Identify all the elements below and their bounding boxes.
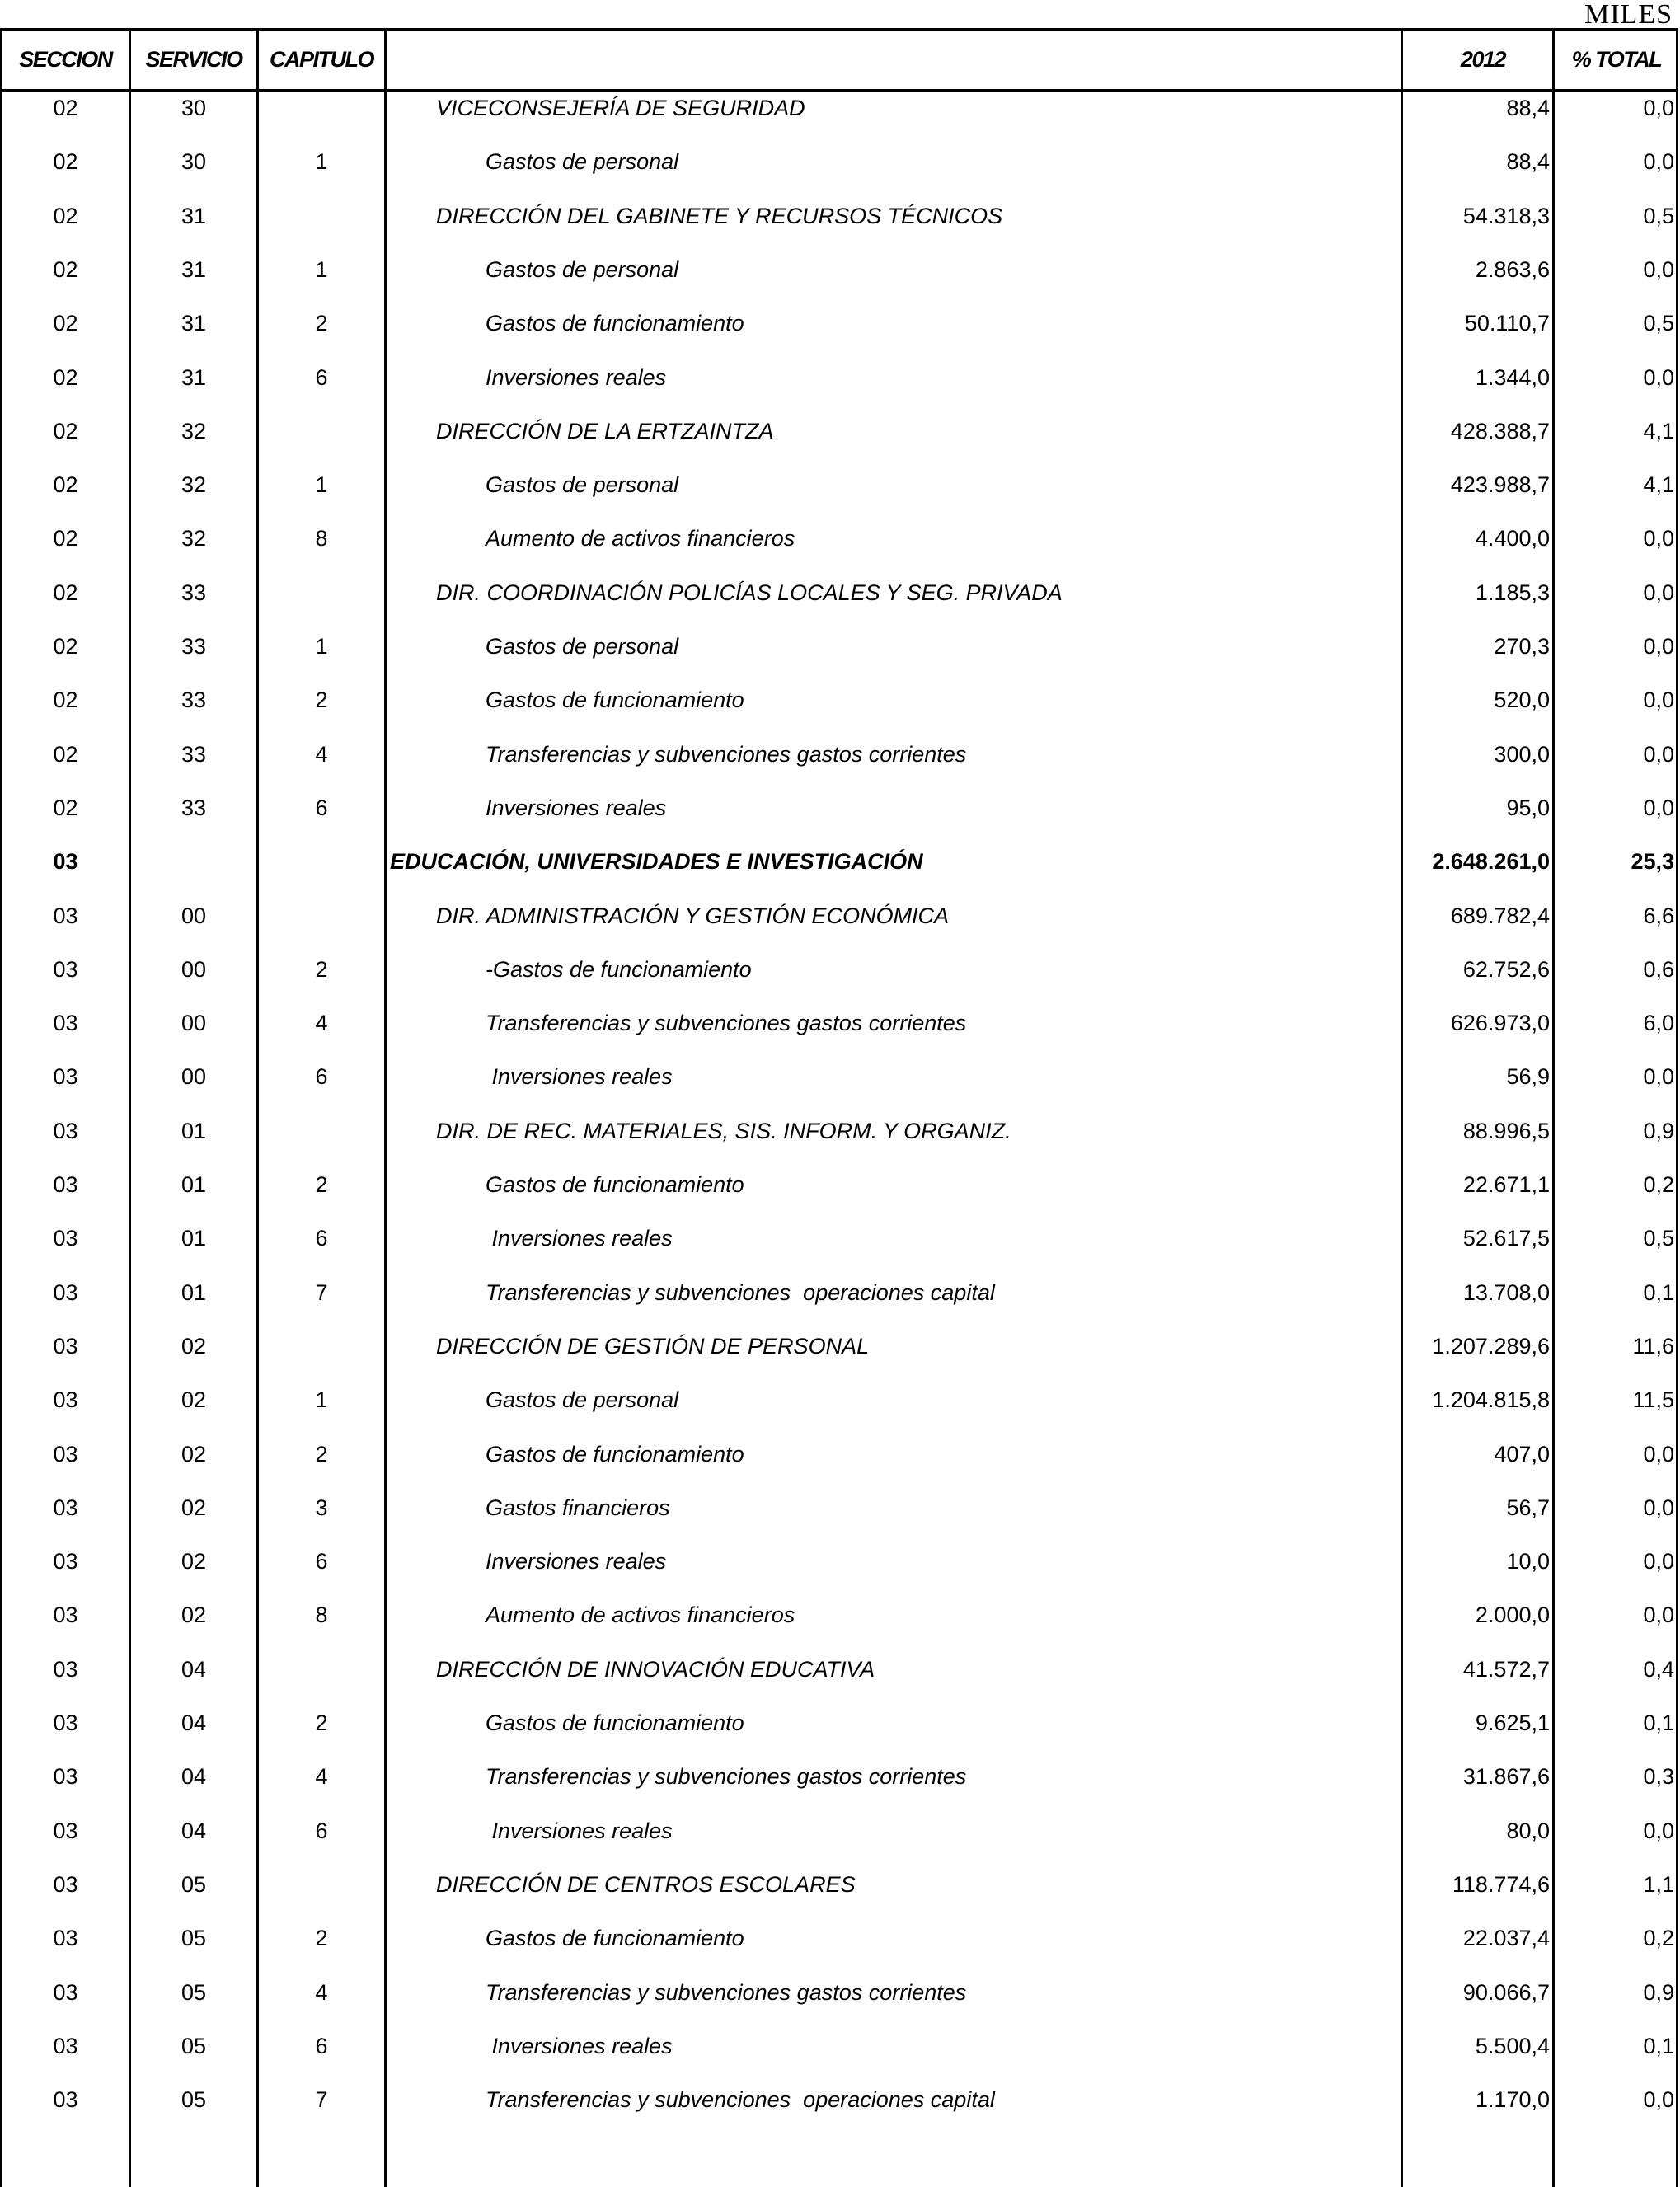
description-cell: Gastos de personal (486, 1387, 679, 1413)
table-row (2, 522, 1676, 575)
capitulo-cell: 6 (315, 795, 328, 820)
seccion-cell: 03 (53, 2087, 78, 2113)
seccion-cell: 02 (53, 741, 78, 767)
amount-2012-cell: 4.400,0 (1475, 526, 1550, 551)
seccion-cell: 03 (53, 1926, 78, 1951)
table-row (2, 1598, 1676, 1652)
servicio-cell: 05 (181, 1926, 207, 1951)
amount-2012-cell: 56,7 (1506, 1495, 1550, 1520)
pct-total-cell: 0,0 (1643, 256, 1674, 282)
amount-2012-cell: 2.863,6 (1475, 256, 1550, 282)
servicio-cell: 33 (181, 580, 207, 605)
header-description (387, 31, 1401, 89)
table-row (2, 1706, 1676, 1760)
description-cell: Transferencias y subvenciones gastos corrientes (486, 1011, 967, 1036)
seccion-cell: 03 (53, 956, 78, 982)
description-cell: Gastos de personal (486, 149, 679, 175)
servicio-cell: 33 (181, 741, 207, 767)
seccion-cell: 03 (53, 1656, 78, 1682)
table-row (2, 1115, 1676, 1168)
pct-total-cell: 0,4 (1643, 1656, 1674, 1682)
table-row (2, 415, 1676, 468)
description-cell: Gastos de funcionamiento (486, 311, 744, 336)
amount-2012-cell: 520,0 (1494, 688, 1550, 713)
capitulo-cell: 8 (315, 526, 328, 551)
seccion-cell: 03 (53, 849, 78, 875)
table-row (2, 899, 1676, 953)
capitulo-cell: 4 (315, 741, 328, 767)
pct-total-cell: 4,1 (1643, 472, 1674, 498)
table-row (2, 1168, 1676, 1222)
description-cell: DIR. COORDINACIÓN POLICÍAS LOCALES Y SEG. PRIVADA (436, 580, 1063, 605)
servicio-cell: 33 (181, 634, 207, 659)
servicio-cell: 02 (181, 1441, 207, 1467)
amount-2012-cell: 300,0 (1494, 741, 1550, 767)
description-cell: -Gastos de funcionamiento (486, 956, 752, 982)
pct-total-cell: 0,0 (1643, 580, 1674, 605)
servicio-cell: 05 (181, 1979, 207, 2005)
description-cell: Inversiones reales (486, 795, 667, 820)
table-row (2, 1060, 1676, 1114)
capitulo-cell: 6 (315, 1064, 328, 1090)
seccion-cell: 02 (53, 526, 78, 551)
pct-total-cell: 0,0 (1643, 1818, 1674, 1843)
amount-2012-cell: 689.782,4 (1450, 903, 1550, 928)
amount-2012-cell: 118.774,6 (1452, 1871, 1550, 1897)
amount-2012-cell: 80,0 (1506, 1818, 1550, 1843)
table-row (2, 1868, 1676, 1922)
description-cell: Gastos de funcionamiento (486, 688, 744, 713)
seccion-cell: 03 (53, 1441, 78, 1467)
table-row (2, 1383, 1676, 1437)
seccion-cell: 03 (53, 903, 78, 928)
pct-total-cell: 0,1 (1643, 2033, 1674, 2058)
capitulo-cell: 4 (315, 1764, 328, 1790)
seccion-cell: 02 (53, 688, 78, 713)
description-cell: Aumento de activos financieros (486, 1603, 795, 1628)
amount-2012-cell: 88,4 (1506, 96, 1550, 120)
description-cell: Gastos de funcionamiento (486, 1711, 744, 1735)
capitulo-cell: 4 (315, 1979, 328, 2005)
servicio-cell: 00 (181, 1064, 207, 1090)
description-cell: VICECONSEJERÍA DE SEGURIDAD (436, 96, 805, 120)
pct-total-cell: 0,0 (1643, 2087, 1674, 2113)
table-row (2, 683, 1676, 737)
amount-2012-cell: 62.752,6 (1462, 956, 1550, 982)
capitulo-cell: 2 (315, 1711, 328, 1735)
capitulo-cell (259, 576, 384, 609)
table-row (2, 1653, 1676, 1706)
capitulo-cell: 1 (315, 1387, 328, 1413)
servicio-cell: 02 (181, 1603, 207, 1628)
seccion-cell: 03 (53, 1603, 78, 1628)
description-cell: DIR. ADMINISTRACIÓN Y GESTIÓN ECONÓMICA (436, 903, 950, 928)
amount-2012-cell: 1.170,0 (1475, 2087, 1550, 2113)
description-cell: Inversiones reales (486, 1549, 667, 1575)
pct-total-cell: 0,0 (1643, 526, 1674, 551)
pct-total-cell: 0,9 (1643, 1979, 1674, 2005)
description-cell: Gastos de funcionamiento (486, 1926, 744, 1951)
servicio-cell: 01 (181, 1172, 207, 1197)
pct-total-cell: 1,1 (1643, 1871, 1674, 1897)
table-row (2, 2083, 1676, 2137)
servicio-cell: 32 (181, 418, 207, 444)
table-row (2, 1222, 1676, 1275)
description-cell: DIRECCIÓN DE CENTROS ESCOLARES (436, 1871, 856, 1897)
amount-2012-cell: 50.110,7 (1464, 311, 1550, 336)
amount-2012-cell: 9.625,1 (1475, 1711, 1550, 1735)
description-cell: Transferencias y subvenciones gastos corrientes (486, 1764, 967, 1790)
seccion-cell: 03 (53, 2033, 78, 2058)
amount-2012-cell: 31.867,6 (1462, 1764, 1550, 1790)
amount-2012-cell: 423.988,7 (1450, 472, 1550, 498)
table-row (2, 1276, 1676, 1330)
amount-2012-cell: 41.572,7 (1462, 1656, 1550, 1682)
servicio-cell: 05 (181, 2033, 207, 2058)
servicio-cell: 04 (181, 1711, 207, 1735)
capitulo-cell: 7 (315, 1279, 328, 1305)
capitulo-cell: 7 (315, 2087, 328, 2113)
amount-2012-cell: 626.973,0 (1450, 1011, 1550, 1036)
seccion-cell: 02 (53, 149, 78, 175)
capitulo-cell: 6 (315, 1818, 328, 1843)
capitulo-cell (259, 1115, 384, 1147)
pct-total-cell: 0,0 (1643, 96, 1674, 120)
amount-2012-cell: 1.207.289,6 (1432, 1333, 1550, 1359)
seccion-cell: 03 (53, 1226, 78, 1251)
amount-2012-cell: 22.037,4 (1462, 1926, 1550, 1951)
header-year: 2012 (1460, 47, 1505, 72)
seccion-cell: 03 (53, 1064, 78, 1090)
amount-2012-cell: 270,3 (1494, 634, 1550, 659)
description-cell: DIRECCIÓN DEL GABINETE Y RECURSOS TÉCNICOS (436, 203, 1003, 228)
capitulo-cell: 1 (315, 149, 328, 175)
pct-total-cell: 0,0 (1643, 634, 1674, 659)
table-row (2, 1760, 1676, 1814)
servicio-cell: 01 (181, 1226, 207, 1251)
seccion-cell: 03 (53, 1279, 78, 1305)
capitulo-cell: 2 (315, 311, 328, 336)
pct-total-cell: 0,0 (1643, 1603, 1674, 1628)
pct-total-cell: 0,0 (1643, 364, 1674, 390)
capitulo-cell: 1 (315, 472, 328, 498)
seccion-cell: 02 (53, 311, 78, 336)
capitulo-cell: 2 (315, 956, 328, 982)
pct-total-cell: 0,5 (1643, 311, 1674, 336)
description-cell: DIRECCIÓN DE GESTIÓN DE PERSONAL (436, 1333, 870, 1359)
capitulo-cell (259, 1653, 384, 1686)
capitulo-cell: 4 (315, 1011, 328, 1036)
seccion-cell: 03 (53, 1764, 78, 1790)
pct-total-cell: 25,3 (1631, 849, 1674, 875)
servicio-cell: 05 (181, 2087, 207, 2113)
amount-2012-cell: 1.344,0 (1475, 364, 1550, 390)
capitulo-cell: 6 (315, 1549, 328, 1575)
pct-total-cell: 0,0 (1643, 1549, 1674, 1575)
table-row (2, 1814, 1676, 1868)
amount-2012-cell: 13.708,0 (1462, 1279, 1550, 1305)
capitulo-cell (259, 899, 384, 932)
seccion-cell: 03 (53, 1711, 78, 1735)
description-cell: Gastos de personal (486, 634, 679, 659)
capitulo-cell: 2 (315, 1172, 328, 1197)
table-row (2, 468, 1676, 522)
servicio-cell: 00 (181, 903, 207, 928)
servicio-cell: 32 (181, 472, 207, 498)
pct-total-cell: 6,0 (1643, 1011, 1674, 1036)
pct-total-cell: 0,5 (1643, 203, 1674, 228)
servicio-cell: 33 (181, 688, 207, 713)
amount-2012-cell: 22.671,1 (1462, 1172, 1550, 1197)
pct-total-cell: 11,5 (1632, 1387, 1674, 1413)
capitulo-cell (259, 1868, 384, 1901)
amount-2012-cell: 54.318,3 (1462, 203, 1550, 228)
servicio-cell: 01 (181, 1118, 207, 1143)
description-cell: DIRECCIÓN DE LA ERTZAINTZA (436, 418, 774, 444)
description-cell: Aumento de activos financieros (486, 526, 795, 551)
servicio-cell: 32 (181, 526, 207, 551)
seccion-cell: 03 (53, 1011, 78, 1036)
table-row (2, 1922, 1676, 1975)
seccion-cell: 03 (53, 1333, 78, 1359)
description-cell: DIRECCIÓN DE INNOVACIÓN EDUCATIVA (436, 1656, 875, 1682)
pct-total-cell: 0,2 (1643, 1172, 1674, 1197)
description-cell: Inversiones reales (486, 1818, 673, 1843)
servicio-cell: 02 (181, 1387, 207, 1413)
capitulo-cell (259, 845, 384, 878)
table-row (2, 2030, 1676, 2083)
capitulo-cell: 6 (315, 2033, 328, 2058)
amount-2012-cell: 10,0 (1506, 1549, 1550, 1575)
table-row (2, 92, 1676, 145)
description-cell: Inversiones reales (486, 1064, 673, 1090)
seccion-cell: 02 (53, 256, 78, 282)
seccion-cell: 02 (53, 364, 78, 390)
description-cell: DIR. DE REC. MATERIALES, SIS. INFORM. Y ORGANIZ. (436, 1118, 1011, 1143)
table-row (2, 307, 1676, 360)
servicio-cell: 01 (181, 1279, 207, 1305)
capitulo-cell: 3 (315, 1495, 328, 1520)
seccion-cell: 03 (53, 1172, 78, 1197)
description-cell: Inversiones reales (486, 1226, 673, 1251)
seccion-cell: 02 (53, 418, 78, 444)
seccion-cell: 02 (53, 634, 78, 659)
description-cell: Gastos de personal (486, 256, 679, 282)
servicio-cell: 30 (181, 149, 207, 175)
header-capitulo: CAPITULO (270, 47, 373, 72)
amount-2012-cell: 56,9 (1506, 1064, 1550, 1090)
description-cell: Gastos de funcionamiento (486, 1172, 744, 1197)
table-row (2, 361, 1676, 415)
pct-total-cell: 0,0 (1643, 149, 1674, 175)
header-seccion: SECCION (19, 47, 112, 72)
amount-2012-cell: 52.617,5 (1462, 1226, 1550, 1251)
seccion-cell: 02 (53, 203, 78, 228)
seccion-cell: 03 (53, 1387, 78, 1413)
servicio-cell (131, 845, 256, 878)
capitulo-cell: 2 (315, 688, 328, 713)
description-cell: Transferencias y subvenciones operaciones capital (486, 2087, 995, 2113)
description-cell: Inversiones reales (486, 364, 667, 390)
servicio-cell: 00 (181, 956, 207, 982)
description-cell: EDUCACIÓN, UNIVERSIDADES E INVESTIGACIÓN (390, 849, 923, 875)
table-row (2, 199, 1676, 253)
amount-2012-cell: 2.000,0 (1475, 1603, 1550, 1628)
table-row (2, 630, 1676, 683)
amount-2012-cell: 88,4 (1506, 149, 1550, 175)
header-pct-total: % TOTAL (1571, 47, 1662, 72)
capitulo-cell (259, 199, 384, 232)
table-row (2, 738, 1676, 791)
servicio-cell: 04 (181, 1656, 207, 1682)
seccion-cell: 02 (53, 580, 78, 605)
seccion-cell: 03 (53, 1818, 78, 1843)
table-row (2, 953, 1676, 1007)
pct-total-cell: 0,0 (1643, 1064, 1674, 1090)
amount-2012-cell: 88.996,5 (1462, 1118, 1550, 1143)
table-row (2, 791, 1676, 845)
description-cell: Inversiones reales (486, 2033, 673, 2058)
table-row (2, 1545, 1676, 1598)
amount-2012-cell: 428.388,7 (1450, 418, 1550, 444)
amount-2012-cell: 5.500,4 (1475, 2033, 1550, 2058)
servicio-cell: 02 (181, 1333, 207, 1359)
table-row (2, 1330, 1676, 1383)
capitulo-cell: 1 (315, 634, 328, 659)
capitulo-cell: 2 (315, 1926, 328, 1951)
units-label: MILES (1584, 0, 1673, 30)
amount-2012-cell: 2.648.261,0 (1432, 849, 1550, 875)
servicio-cell: 04 (181, 1764, 207, 1790)
pct-total-cell: 0,0 (1643, 1441, 1674, 1467)
description-cell: Transferencias y subvenciones operaciones capital (486, 1279, 995, 1305)
amount-2012-cell: 407,0 (1494, 1441, 1550, 1467)
servicio-cell: 33 (181, 795, 207, 820)
capitulo-cell (259, 1330, 384, 1363)
budget-table (0, 28, 1678, 2187)
table-row (2, 1491, 1676, 1545)
pct-total-cell: 4,1 (1643, 418, 1674, 444)
pct-total-cell: 0,5 (1643, 1226, 1674, 1251)
servicio-cell: 02 (181, 1495, 207, 1520)
description-cell: Gastos financieros (486, 1495, 670, 1520)
amount-2012-cell: 95,0 (1506, 795, 1550, 820)
description-cell: Transferencias y subvenciones gastos corrientes (486, 1979, 967, 2005)
seccion-cell: 02 (53, 96, 78, 120)
servicio-cell: 30 (181, 96, 207, 120)
capitulo-cell: 6 (315, 364, 328, 390)
servicio-cell: 31 (181, 311, 207, 336)
pct-total-cell: 0,1 (1643, 1711, 1674, 1735)
capitulo-cell (259, 92, 384, 124)
pct-total-cell: 0,9 (1643, 1118, 1674, 1143)
servicio-cell: 05 (181, 1871, 207, 1897)
pct-total-cell: 0,0 (1643, 688, 1674, 713)
pct-total-cell: 0,0 (1643, 795, 1674, 820)
pct-total-cell: 11,6 (1632, 1333, 1674, 1359)
amount-2012-cell: 1.204.815,8 (1432, 1387, 1550, 1413)
table-row (2, 845, 1676, 899)
table-row (2, 253, 1676, 307)
table-row (2, 1976, 1676, 2030)
capitulo-cell: 6 (315, 1226, 328, 1251)
seccion-cell: 02 (53, 472, 78, 498)
seccion-cell: 03 (53, 1549, 78, 1575)
capitulo-cell: 8 (315, 1603, 328, 1628)
servicio-cell: 02 (181, 1549, 207, 1575)
description-cell: Transferencias y subvenciones gastos corrientes (486, 741, 967, 767)
amount-2012-cell: 90.066,7 (1462, 1979, 1550, 2005)
seccion-cell: 03 (53, 1979, 78, 2005)
capitulo-cell (259, 415, 384, 448)
description-cell: Gastos de personal (486, 472, 679, 498)
servicio-cell: 04 (181, 1818, 207, 1843)
pct-total-cell: 0,0 (1643, 1495, 1674, 1520)
pct-total-cell: 0,6 (1643, 956, 1674, 982)
description-cell: Gastos de funcionamiento (486, 1441, 744, 1467)
servicio-cell: 31 (181, 203, 207, 228)
seccion-cell: 02 (53, 795, 78, 820)
table-row (2, 1438, 1676, 1491)
table-row (2, 145, 1676, 199)
seccion-cell: 03 (53, 1495, 78, 1520)
capitulo-cell: 1 (315, 256, 328, 282)
seccion-cell: 03 (53, 1871, 78, 1897)
pct-total-cell: 6,6 (1643, 903, 1674, 928)
table-header (2, 31, 1676, 92)
servicio-cell: 00 (181, 1011, 207, 1036)
servicio-cell: 31 (181, 364, 207, 390)
capitulo-cell: 2 (315, 1441, 328, 1467)
table-row (2, 1007, 1676, 1060)
pct-total-cell: 0,3 (1643, 1764, 1674, 1790)
amount-2012-cell: 1.185,3 (1475, 580, 1550, 605)
pct-total-cell: 0,0 (1643, 741, 1674, 767)
seccion-cell: 03 (53, 1118, 78, 1143)
header-servicio: SERVICIO (145, 47, 242, 72)
pct-total-cell: 0,1 (1643, 1279, 1674, 1305)
servicio-cell: 31 (181, 256, 207, 282)
table-row (2, 576, 1676, 630)
pct-total-cell: 0,2 (1643, 1926, 1674, 1951)
